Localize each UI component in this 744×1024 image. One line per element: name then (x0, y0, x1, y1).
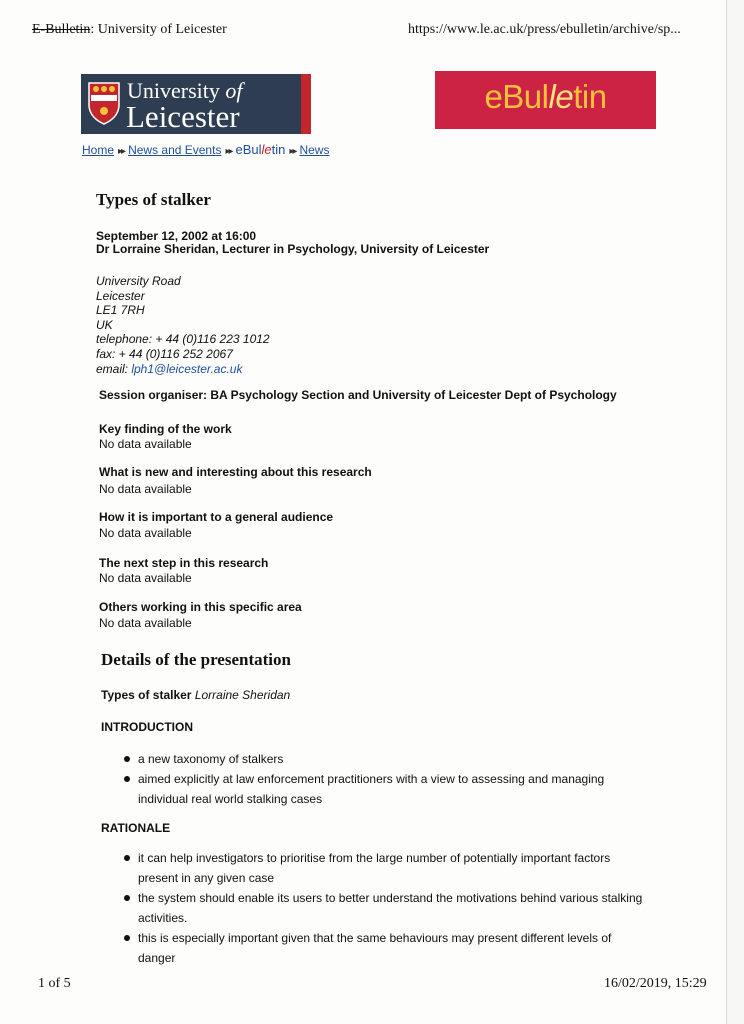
breadcrumb-news-events-link[interactable]: News and Events (128, 143, 222, 157)
telephone: telephone: + 44 (0)116 223 1012 (96, 332, 270, 347)
breadcrumb-separator-icon: ▸▸ (225, 146, 232, 157)
section-value: No data available (99, 482, 192, 496)
article-date: September 12, 2002 at 16:00 (96, 229, 257, 243)
print-header-rest: : University of Leicester (90, 22, 227, 37)
breadcrumb-separator-icon: ▸▸ (118, 146, 125, 157)
print-header-url: https://www.le.ac.uk/press/ebulletin/archive/sp... (408, 22, 681, 37)
breadcrumb-ebulletin[interactable]: eBulletin (235, 142, 286, 157)
print-header-title (32, 22, 227, 38)
breadcrumb (82, 142, 329, 157)
contact-address (96, 274, 270, 376)
section-heading: Key finding of the work (99, 422, 232, 436)
article-title: Types of stalker (96, 190, 211, 209)
ebulletin-logo[interactable] (435, 71, 656, 129)
fax: fax: + 44 (0)116 252 2067 (96, 346, 233, 361)
address-line: Leicester (96, 288, 145, 303)
address-line: LE1 7RH (96, 303, 145, 318)
print-footer-page: 1 of 5 (38, 976, 71, 991)
ebulletin-logo-text: eBulletin (484, 78, 607, 115)
section-value: No data available (99, 526, 192, 540)
section-heading: Others working in this specific area (99, 600, 302, 614)
breadcrumb-separator-icon: ▸▸ (289, 146, 296, 157)
introduction-heading: INTRODUCTION (101, 720, 193, 734)
list-item: this is especially important given that the same behaviours may present different levels of danger (124, 928, 644, 968)
session-organiser: Session organiser: BA Psychology Section and University of Leicester Dept of Psychology (99, 388, 617, 402)
print-footer-datetime: 16/02/2019, 15:29 (604, 976, 707, 991)
section-value: No data available (99, 571, 192, 585)
section-value: No data available (99, 437, 192, 451)
details-subtitle: Types of stalker Lorraine Sheridan (101, 688, 291, 702)
logo-line-university: University of (127, 78, 243, 103)
rationale-list (124, 848, 644, 968)
section-heading: How it is important to a general audience (99, 510, 334, 524)
rationale-heading: RATIONALE (101, 821, 171, 835)
section-heading: What is new and interesting about this research (99, 465, 372, 479)
list-item: it can help investigators to prioritise from the large number of potentially important factors present in any given case (124, 848, 644, 888)
email-link[interactable]: lph1@leicester.ac.uk (131, 361, 243, 376)
details-heading: Details of the presentation (101, 650, 291, 669)
email-row: email: lph1@leicester.ac.uk (96, 361, 243, 376)
article-author: Dr Lorraine Sheridan, Lecturer in Psychology, University of Leicester (96, 242, 490, 256)
crest-icon (87, 81, 121, 125)
section-heading: The next step in this research (99, 556, 269, 570)
list-item: a new taxonomy of stalkers (124, 749, 644, 769)
list-item: aimed explicitly at law enforcement practitioners with a view to assessing and managing individual real world stalking cases (124, 769, 644, 809)
introduction-list (124, 749, 644, 809)
breadcrumb-home-link[interactable]: Home (82, 143, 115, 157)
logo-red-bar (301, 74, 311, 134)
section-value: No data available (99, 616, 192, 630)
logo-line-leicester: Leicester (126, 99, 240, 134)
list-item: the system should enable its users to better understand the motivations behind various stalking activities. (124, 888, 644, 928)
address-line: University Road (96, 274, 181, 288)
university-of-leicester-logo[interactable] (81, 74, 311, 134)
address-line: UK (96, 317, 113, 332)
print-header-prefix: E-Bulletin (32, 22, 91, 37)
breadcrumb-news-link[interactable]: News (299, 143, 330, 157)
